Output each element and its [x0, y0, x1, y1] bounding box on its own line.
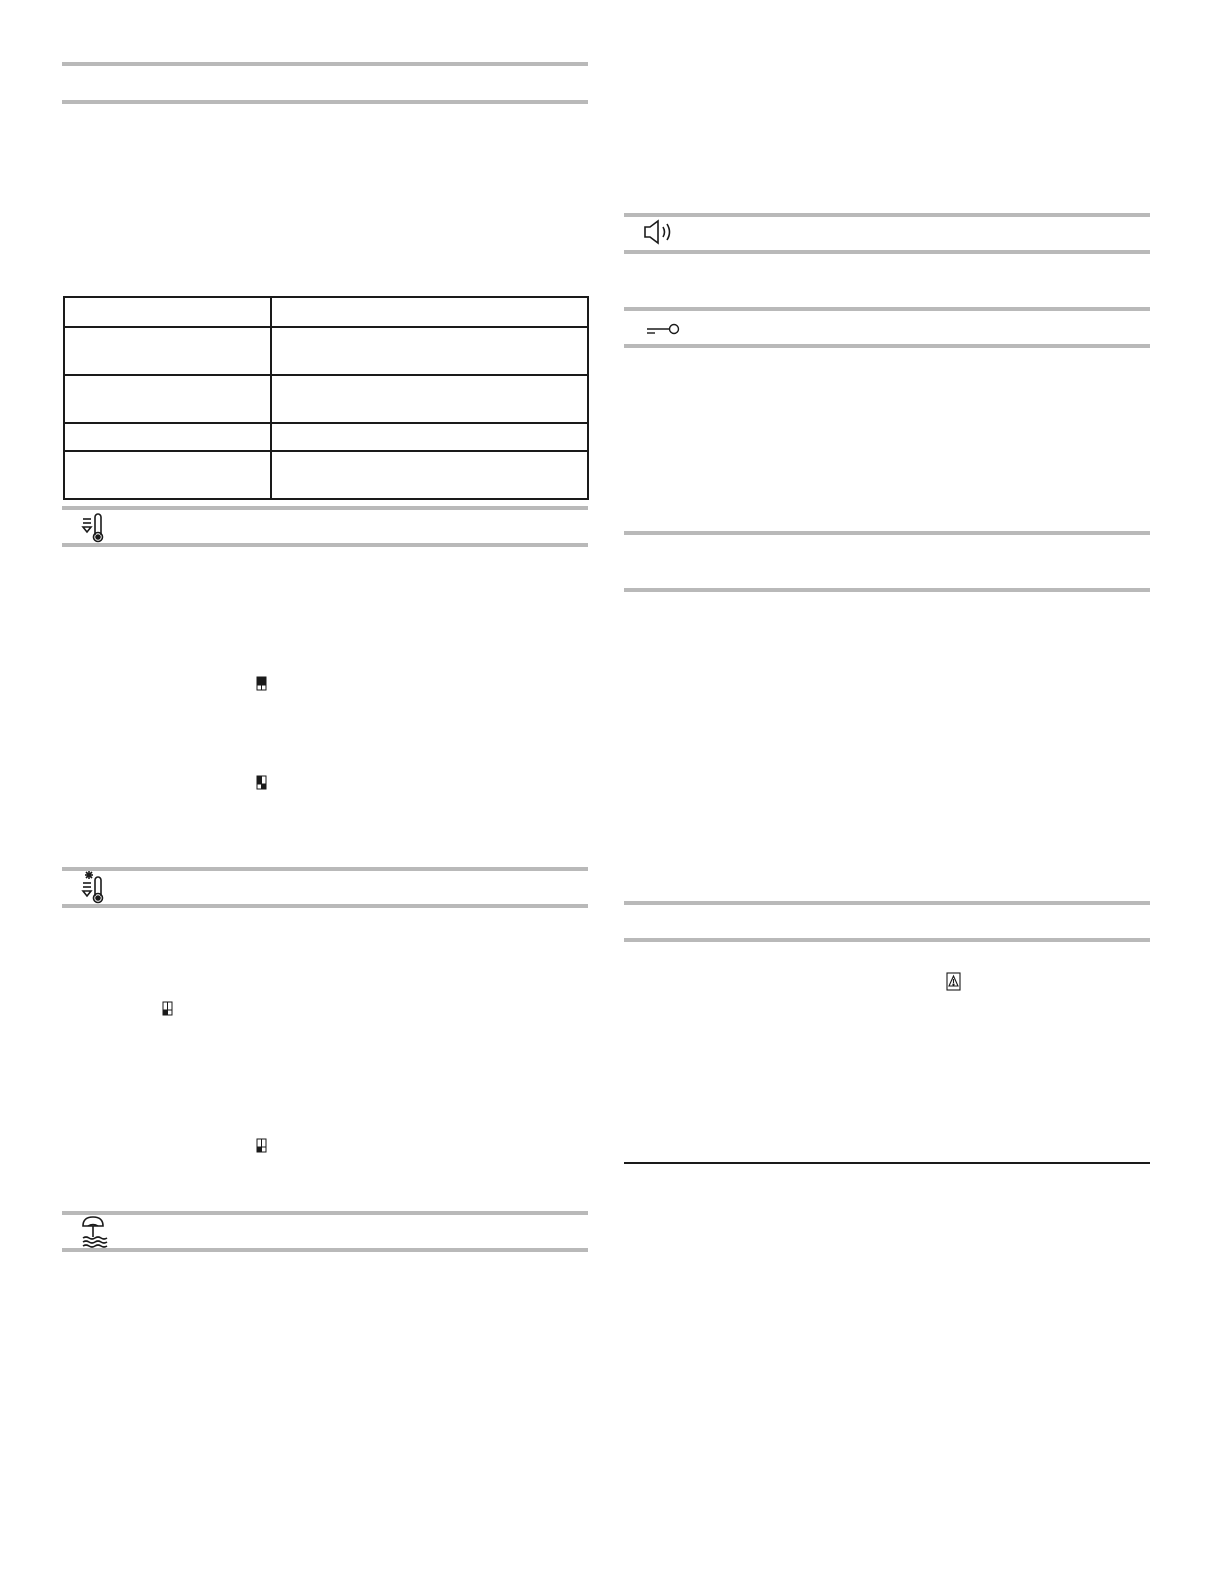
table-header-cell — [271, 297, 588, 327]
section-rule-blank-1-bottom — [624, 588, 1150, 592]
section-rule-alert — [624, 901, 1150, 905]
speaker-icon — [642, 218, 676, 246]
door-display-icon — [256, 775, 267, 790]
table-cell — [271, 423, 588, 451]
table-header-cell — [64, 297, 271, 327]
section-rule-alert-bottom — [624, 938, 1150, 942]
table-cell — [64, 423, 271, 451]
door-display-icon — [256, 676, 267, 691]
door-display-icon — [256, 1138, 267, 1153]
section-rule-vacation-bottom — [62, 1248, 588, 1252]
section-rule-temperature — [62, 506, 588, 510]
table-row — [64, 423, 588, 451]
table-header-row — [64, 297, 588, 327]
table-row — [64, 375, 588, 423]
settings-table — [63, 296, 589, 500]
section-rule-fast-cool — [62, 867, 588, 871]
table-cell — [64, 451, 271, 499]
section-rule-lock — [624, 307, 1150, 311]
section-rule-sound-bottom — [624, 250, 1150, 254]
section-rule-sound — [624, 213, 1150, 217]
table-cell — [64, 327, 271, 375]
section-rule-top — [62, 62, 588, 66]
door-display-icon — [162, 1001, 173, 1016]
vacation-icon — [80, 1214, 110, 1248]
section-rule-temperature-bottom — [62, 543, 588, 547]
section-rule-top-bottom — [62, 100, 588, 104]
lock-key-icon — [645, 320, 683, 338]
table-cell — [271, 451, 588, 499]
table-cell — [64, 375, 271, 423]
table-cell — [271, 327, 588, 375]
table-row — [64, 451, 588, 499]
temperature-icon — [80, 511, 112, 543]
section-rule-vacation — [62, 1211, 588, 1215]
section-rule-blank-1 — [624, 531, 1150, 535]
alert-triangle-icon — [946, 972, 961, 991]
section-rule-lock-bottom — [624, 344, 1150, 348]
fast-cool-icon — [80, 870, 112, 904]
table-row — [64, 327, 588, 375]
section-rule-fast-cool-bottom — [62, 904, 588, 908]
table-cell — [271, 375, 588, 423]
end-rule — [624, 1162, 1150, 1164]
